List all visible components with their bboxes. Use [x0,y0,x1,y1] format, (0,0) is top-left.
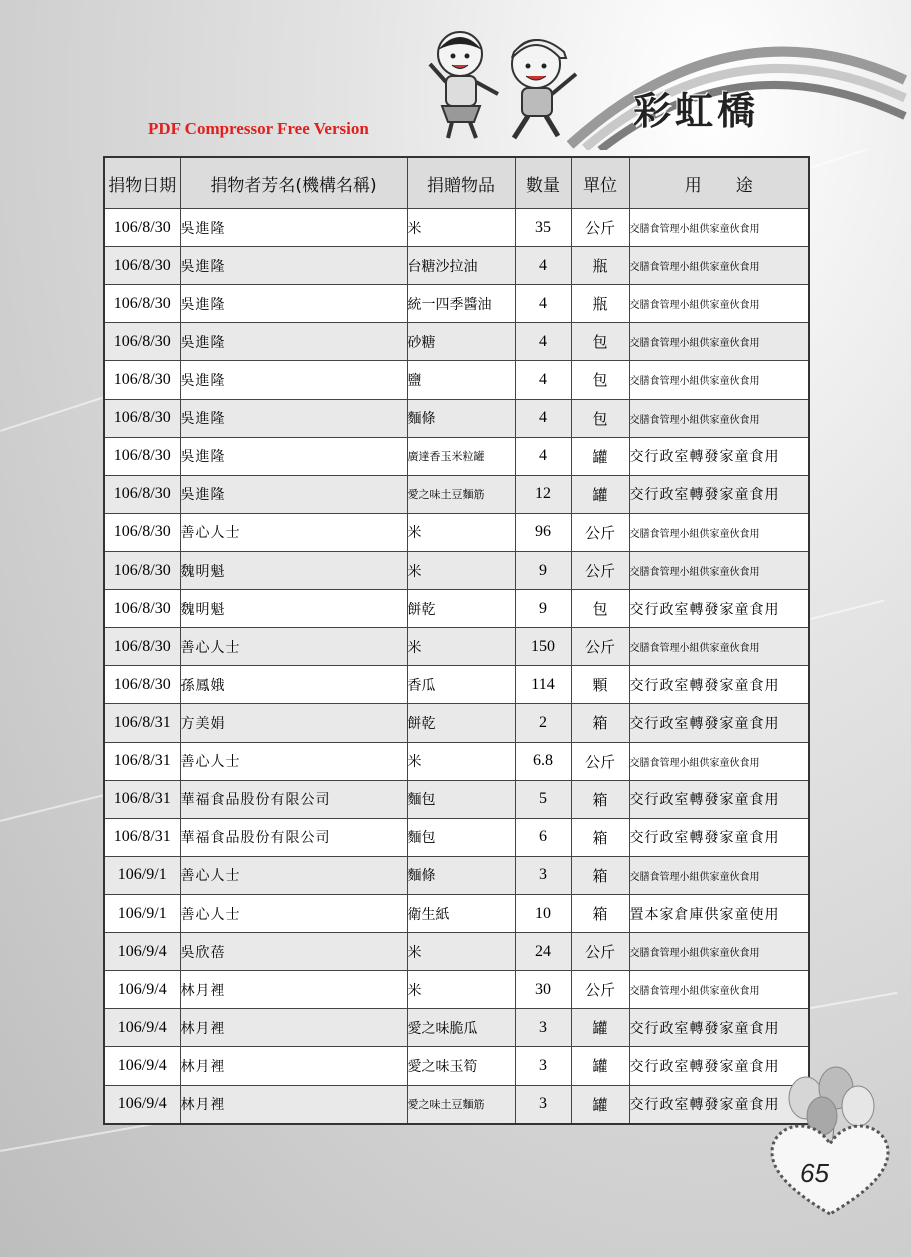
cell-donor: 吳進隆 [180,209,407,247]
cell-unit: 包 [571,399,629,437]
cell-donor: 吳欣蓓 [180,933,407,971]
cell-qty: 30 [515,971,571,1009]
cell-donor: 善心人士 [180,513,407,551]
cell-unit: 罐 [571,1009,629,1047]
cell-unit: 包 [571,590,629,628]
table-row [104,1085,809,1124]
cell-donor: 吳進隆 [180,475,407,513]
cell-date: 106/8/31 [104,704,180,742]
header-unit: 單位 [571,157,629,209]
cell-date: 106/8/31 [104,780,180,818]
cell-donor: 華福食品股份有限公司 [180,818,407,856]
cell-qty: 4 [515,247,571,285]
cell-date: 106/8/30 [104,475,180,513]
cell-item: 餅乾 [407,590,515,628]
table-row [104,894,809,932]
cell-donor: 魏明魁 [180,551,407,589]
cell-use: 交行政室轉發家童食用 [629,437,809,475]
cell-date: 106/9/4 [104,1085,180,1124]
table-row [104,475,809,513]
table-row [104,742,809,780]
cell-use: 交膳食管理小組供家童伙食用 [629,856,809,894]
cell-item: 砂糖 [407,323,515,361]
cell-qty: 3 [515,1009,571,1047]
cell-use: 交行政室轉發家童食用 [629,704,809,742]
cell-qty: 150 [515,628,571,666]
cell-use: 交行政室轉發家童食用 [629,780,809,818]
cell-qty: 3 [515,1047,571,1085]
cell-use: 交膳食管理小組供家童伙食用 [629,933,809,971]
cell-unit: 箱 [571,818,629,856]
cell-item: 米 [407,628,515,666]
cell-unit: 公斤 [571,742,629,780]
donation-table [103,156,810,1125]
header-donor: 捐物者芳名(機構名稱) [180,157,407,209]
cell-unit: 罐 [571,1047,629,1085]
cell-unit: 公斤 [571,628,629,666]
cell-donor: 善心人士 [180,628,407,666]
cell-unit: 公斤 [571,551,629,589]
cell-unit: 包 [571,323,629,361]
cell-unit: 公斤 [571,209,629,247]
cell-item: 愛之味土豆麵筋 [407,475,515,513]
cell-qty: 10 [515,894,571,932]
cell-donor: 善心人士 [180,856,407,894]
cell-donor: 林月裡 [180,1009,407,1047]
page-number: 65 [800,1158,829,1188]
cell-item: 愛之味玉筍 [407,1047,515,1085]
cell-item: 米 [407,971,515,1009]
cell-use: 置本家倉庫供家童使用 [629,894,809,932]
cell-qty: 9 [515,551,571,589]
table-row [104,1009,809,1047]
cell-date: 106/9/4 [104,1047,180,1085]
cell-item: 鹽 [407,361,515,399]
table-row [104,933,809,971]
cell-date: 106/8/31 [104,742,180,780]
cell-item: 衛生紙 [407,894,515,932]
cell-item: 愛之味土豆麵筋 [407,1085,515,1124]
table-row [104,590,809,628]
cell-qty: 3 [515,856,571,894]
cell-donor: 方美娟 [180,704,407,742]
cell-use: 交膳食管理小組供家童伙食用 [629,971,809,1009]
cell-donor: 吳進隆 [180,285,407,323]
cell-item: 愛之味脆瓜 [407,1009,515,1047]
cell-qty: 96 [515,513,571,551]
cell-date: 106/8/30 [104,551,180,589]
cell-donor: 林月裡 [180,971,407,1009]
cell-unit: 罐 [571,475,629,513]
cell-date: 106/8/30 [104,513,180,551]
cell-qty: 6.8 [515,742,571,780]
cell-date: 106/8/30 [104,247,180,285]
cell-unit: 箱 [571,856,629,894]
header-qty: 數量 [515,157,571,209]
cell-unit: 公斤 [571,933,629,971]
cell-unit: 公斤 [571,971,629,1009]
cell-unit: 包 [571,361,629,399]
cell-donor: 魏明魁 [180,590,407,628]
cell-date: 106/8/30 [104,666,180,704]
cell-date: 106/8/30 [104,590,180,628]
cell-donor: 林月裡 [180,1047,407,1085]
cell-qty: 4 [515,399,571,437]
cell-qty: 12 [515,475,571,513]
cell-date: 106/8/30 [104,209,180,247]
cell-date: 106/9/4 [104,933,180,971]
cell-unit: 罐 [571,1085,629,1124]
cell-use: 交行政室轉發家童食用 [629,475,809,513]
cell-date: 106/8/30 [104,437,180,475]
table-row [104,666,809,704]
cell-date: 106/8/30 [104,628,180,666]
cell-use: 交膳食管理小組供家童伙食用 [629,361,809,399]
cell-qty: 3 [515,1085,571,1124]
cell-use: 交膳食管理小組供家童伙食用 [629,285,809,323]
table-header-row [104,157,809,209]
cell-use: 交膳食管理小組供家童伙食用 [629,628,809,666]
table-row [104,704,809,742]
table-row [104,399,809,437]
cell-donor: 吳進隆 [180,361,407,399]
cell-qty: 4 [515,361,571,399]
table-row [104,361,809,399]
cell-qty: 4 [515,285,571,323]
cell-item: 麵條 [407,856,515,894]
cell-use: 交行政室轉發家童食用 [629,1047,809,1085]
table-row [104,285,809,323]
cell-donor: 吳進隆 [180,437,407,475]
cell-date: 106/9/1 [104,894,180,932]
cell-use: 交膳食管理小組供家童伙食用 [629,551,809,589]
cell-item: 餅乾 [407,704,515,742]
cell-use: 交膳食管理小組供家童伙食用 [629,209,809,247]
cell-use: 交膳食管理小組供家童伙食用 [629,742,809,780]
cell-date: 106/9/1 [104,856,180,894]
watermark-text: PDF Compressor Free Version [148,119,369,138]
table-row [104,209,809,247]
cell-use: 交膳食管理小組供家童伙食用 [629,247,809,285]
cell-use: 交膳食管理小組供家童伙食用 [629,513,809,551]
cell-item: 米 [407,933,515,971]
table-row [104,818,809,856]
cell-item: 米 [407,209,515,247]
cell-item: 米 [407,551,515,589]
balloon-heart-decoration [766,1066,906,1216]
cell-item: 麵條 [407,399,515,437]
cell-item: 香瓜 [407,666,515,704]
cell-qty: 6 [515,818,571,856]
table-row [104,323,809,361]
cell-use: 交行政室轉發家童食用 [629,1085,809,1124]
cell-unit: 瓶 [571,247,629,285]
cell-donor: 吳進隆 [180,323,407,361]
table-row [104,513,809,551]
cell-donor: 吳進隆 [180,247,407,285]
table-row [104,1047,809,1085]
cell-qty: 35 [515,209,571,247]
cell-item: 麵包 [407,818,515,856]
cell-qty: 9 [515,590,571,628]
cell-use: 交行政室轉發家童食用 [629,666,809,704]
cell-donor: 林月裡 [180,1085,407,1124]
table-row [104,971,809,1009]
cell-donor: 善心人士 [180,742,407,780]
cell-unit: 箱 [571,894,629,932]
table-row [104,551,809,589]
cell-item: 統一四季醬油 [407,285,515,323]
cell-item: 麵包 [407,780,515,818]
cell-date: 106/8/30 [104,361,180,399]
cell-item: 米 [407,513,515,551]
cell-unit: 箱 [571,704,629,742]
table-row [104,856,809,894]
table-row [104,780,809,818]
cell-item: 廣達香玉米粒罐 [407,437,515,475]
cell-item: 米 [407,742,515,780]
cell-unit: 罐 [571,437,629,475]
cell-qty: 5 [515,780,571,818]
cell-unit: 箱 [571,780,629,818]
cell-donor: 善心人士 [180,894,407,932]
cell-qty: 4 [515,323,571,361]
cell-unit: 瓶 [571,285,629,323]
cell-item: 台糖沙拉油 [407,247,515,285]
cell-use: 交行政室轉發家童食用 [629,1009,809,1047]
cell-date: 106/9/4 [104,971,180,1009]
table-row [104,247,809,285]
cell-use: 交行政室轉發家童食用 [629,590,809,628]
cell-qty: 114 [515,666,571,704]
header-date: 捐物日期 [104,157,180,209]
cell-qty: 24 [515,933,571,971]
cell-date: 106/9/4 [104,1009,180,1047]
cell-date: 106/8/30 [104,323,180,361]
cell-qty: 2 [515,704,571,742]
cell-date: 106/8/30 [104,285,180,323]
cell-unit: 顆 [571,666,629,704]
cell-use: 交膳食管理小組供家童伙食用 [629,323,809,361]
cell-use: 交膳食管理小組供家童伙食用 [629,399,809,437]
header-use: 用 途 [629,157,809,209]
cell-date: 106/8/30 [104,399,180,437]
brand-title: 彩虹橋 [633,89,760,133]
children-illustration [418,24,593,144]
cell-date: 106/8/31 [104,818,180,856]
cell-donor: 孫鳳娥 [180,666,407,704]
cell-qty: 4 [515,437,571,475]
cell-donor: 吳進隆 [180,399,407,437]
table-row [104,437,809,475]
cell-donor: 華福食品股份有限公司 [180,780,407,818]
cell-use: 交行政室轉發家童食用 [629,818,809,856]
cell-unit: 公斤 [571,513,629,551]
table-row [104,628,809,666]
header-item: 捐贈物品 [407,157,515,209]
